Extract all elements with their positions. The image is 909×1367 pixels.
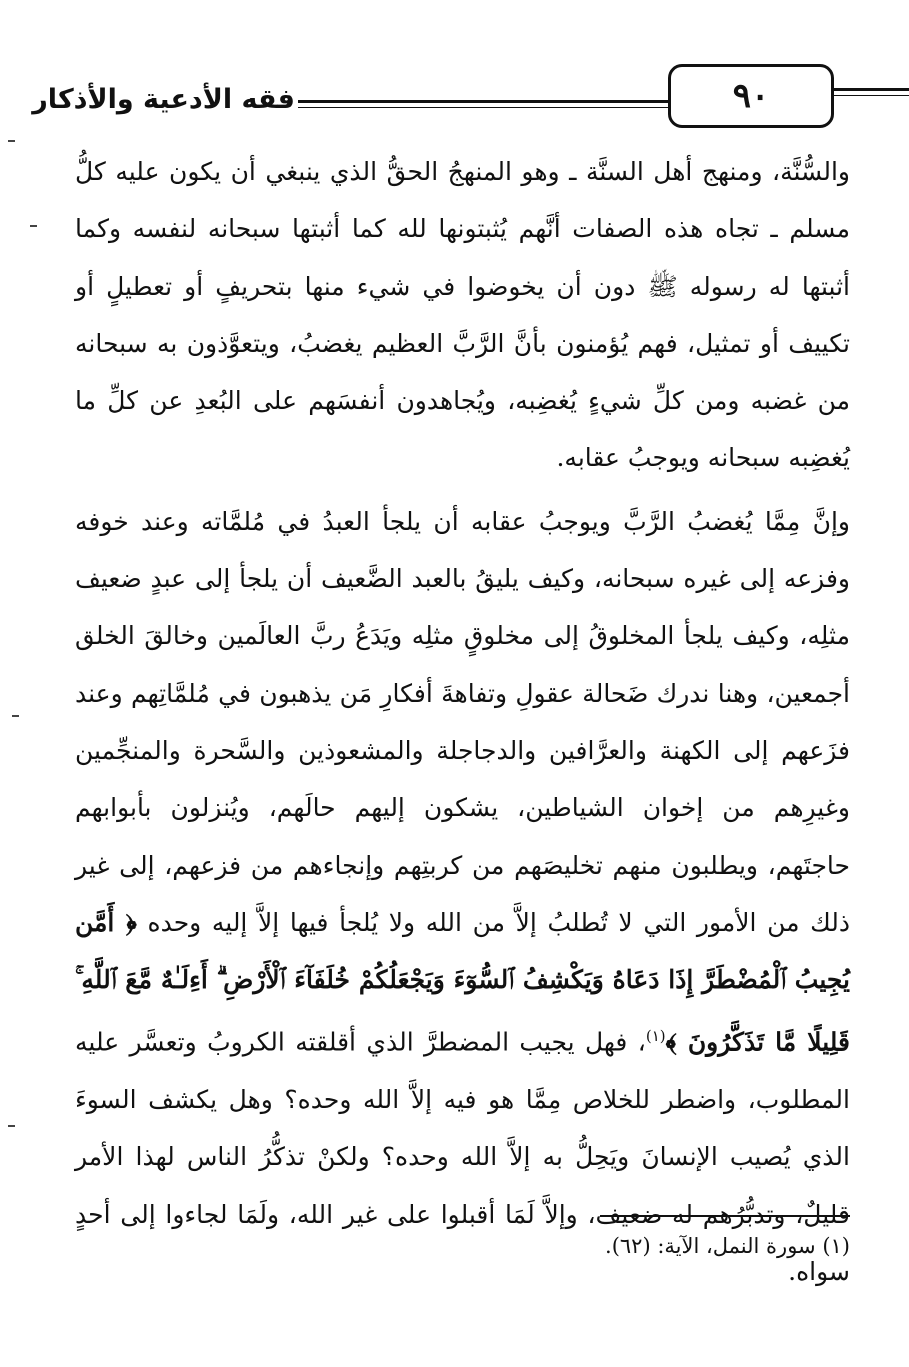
- paragraph-text: ، فهل يجيب المضطرَّ الذي أقلقته الكروبُ وتعسَّر عليه المطلوب، واضطر للخلاص مِمَّا هو فيه إلاَّ الله وحده؟ وهل يكشف السوءَ الذي يُصيب الإنسانَ ويَحِلُّ به إلاَّ الله وحده؟ ولكنْ تذكُّرُ الناس لهذا الأمر قليلٌ، وتدبُّرُهم له ضعيف، وإلاَّ لَمَا أقبلوا على غير الله، ولَمَا لجاءوا إلى أحدٍ سواه.: [75, 1027, 850, 1286]
- scan-mark: [8, 140, 15, 142]
- footnote-reference[interactable]: (١): [645, 1027, 666, 1046]
- quran-verse: ﴿ أَمَّن يُجِيبُ ٱلْمُضْطَرَّ إِذَا دَعَاهُ وَيَكْشِفُ ٱلسُّوٓءَ وَيَجْعَلُكُمْ خُلَفَآءَ ٱلْأَرْضِ ۗ أَءِلَـٰهٌ مَّعَ ٱللَّهِ ۚ قَلِيلًا مَّا تَذَكَّرُونَ ﴾: [75, 907, 850, 1057]
- body-text: [75, 143, 850, 1300]
- paragraph-text: والسُّنَّة، ومنهج أهل السنَّة ـ وهو المنهجُ الحقُّ الذي ينبغي أن يكون عليه كلُّ مسلم ـ تجاه هذه الصفات أنَّهم يُثبتونها لله كما أثبتها سبحانه لنفسه وكما أثبتها له رسوله ﷺ دون أن يخوضوا في شيء منها بتحريفٍ أو تعطيلٍ أو تكييف أو تمثيل، فهم يُؤمنون بأنَّ الرَّبَّ العظيم يغضبُ، ويتعوَّذون به سبحانه من غضبه ومن كلِّ شيءٍ يُغضِبه، ويُجاهدون أنفسَهم على البُعدِ عن كلِّ ما يُغضِبه سبحانه ويوجبُ عقابه.: [75, 157, 850, 473]
- scan-mark: [8, 1125, 15, 1127]
- header-rule: [298, 100, 668, 108]
- scan-mark: [12, 715, 19, 717]
- scan-mark: [30, 225, 37, 227]
- page-header: [32, 58, 850, 128]
- footnote-divider: [600, 1215, 850, 1217]
- book-title: فقه الأدعية والأذكار: [32, 84, 295, 115]
- paragraph: [75, 493, 850, 1300]
- header-rule-right: [832, 88, 909, 96]
- footnote: (١) سورة النمل، الآية: (٦٢).: [605, 1234, 850, 1258]
- paragraph: [75, 143, 850, 487]
- paragraph-text: وإنَّ مِمَّا يُغضبُ الرَّبَّ ويوجبُ عقابه أن يلجأ العبدُ في مُلمَّاته وعند خوفه وفزعه إلى غيره سبحانه، وكيف يليقُ بالعبد الضَّعيف أن يلجأ إلى عبدٍ ضعيف مثلِه، وكيف يلجأ المخلوقُ إلى مخلوقٍ مثلِه ويَدَعُ ربَّ العالَمين وخالقَ الخلق أجمعين، وهنا ندرك ضَحالة عقولِ وتفاهةَ أفكارِ مَن يذهبون في مُلمَّاتِهم وعند فزَعهم إلى الكهنة والعرَّافين والدجاجلة والمشعوذين والسَّحرة والمنجِّمين وغيرِهم من إخوان الشياطين، يشكون إليهم حالَهم، ويُنزلون بأبوابهم حاجتَهم، ويطلبون منهم تخليصَهم من كربتِهم وإنجاءهم من فزعهم، إلى غير ذلك من الأمور التي لا تُطلبُ إلاَّ من الله ولا يُلجأ فيها إلاَّ إليه وحده: [75, 506, 850, 937]
- page-number: ٩٠: [668, 64, 834, 128]
